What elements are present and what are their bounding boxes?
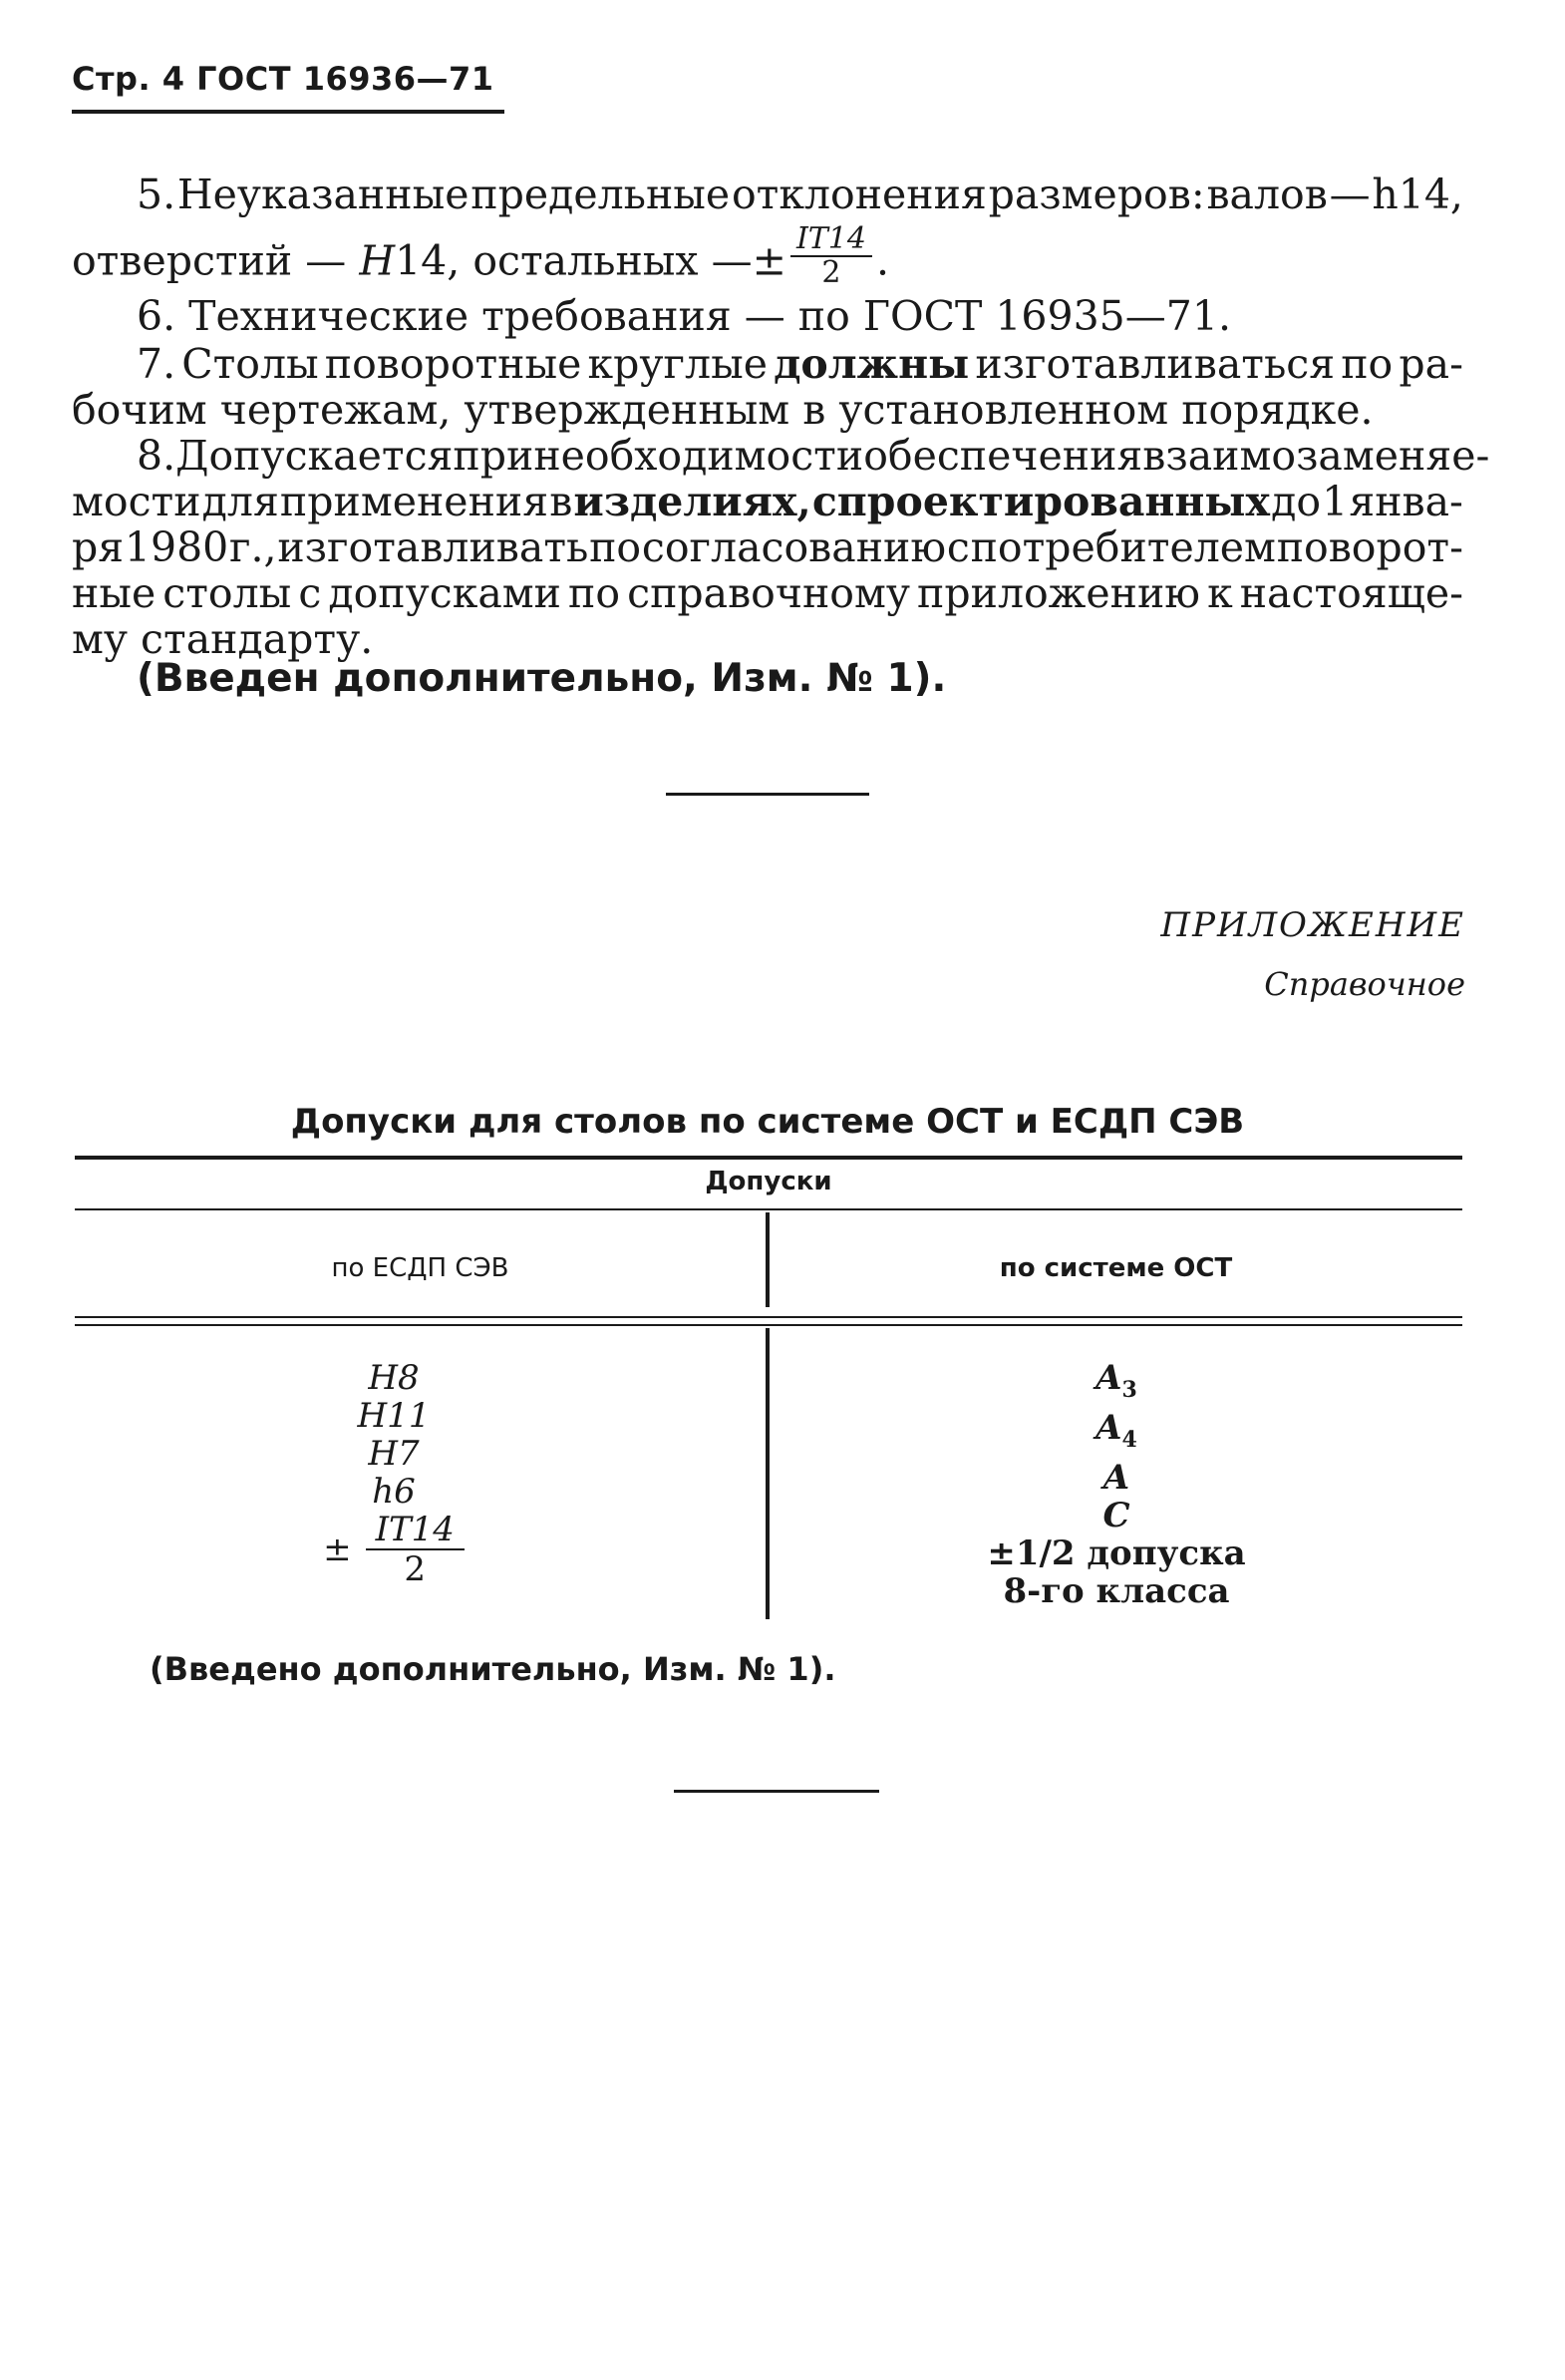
word: г., — [229, 523, 277, 571]
word: для — [201, 478, 279, 525]
word: поворот- — [1276, 523, 1463, 571]
table-cell: ±1/2 допуска — [987, 1532, 1246, 1573]
word: h14, — [1372, 170, 1463, 218]
word: отклонения — [731, 170, 987, 218]
word: Неуказанные — [176, 170, 470, 218]
word: — — [1329, 170, 1371, 218]
header-rule — [72, 110, 504, 114]
table-cell: H7 — [368, 1434, 420, 1474]
word: по — [568, 569, 621, 617]
word: взаимозаменяе- — [1142, 432, 1490, 480]
word: Столы — [181, 340, 319, 388]
word: ря — [72, 523, 125, 571]
text: отверстий — — [72, 236, 360, 285]
table-col2-header: по системе ОСТ — [999, 1253, 1233, 1283]
table-column-divider-body — [766, 1328, 770, 1619]
word: при — [453, 432, 534, 480]
fraction-denominator: 2 — [821, 255, 841, 290]
word: с — [298, 569, 322, 617]
table-col2-values — [897, 1359, 1336, 1610]
table-col1-header: по ЕСДП СЭВ — [331, 1253, 509, 1283]
table-col1-values — [289, 1359, 498, 1588]
word: предельные — [470, 170, 731, 218]
paragraph-6-line-1: 6. Технические требования — по ГОСТ 16935—71. — [137, 292, 1231, 340]
table-cell: h6 — [372, 1472, 416, 1512]
table-cell: 8-го класса — [1003, 1570, 1230, 1611]
paragraph-8-line-4 — [72, 568, 1463, 618]
section-divider — [666, 793, 869, 796]
word: в — [549, 478, 573, 525]
fraction-denominator: 2 — [404, 1549, 427, 1589]
paragraph-5-line-1 — [72, 170, 1463, 219]
word: спроектированных — [811, 478, 1270, 525]
amendment-note-2: (Введено дополнительно, Изм. № 1). — [150, 1650, 836, 1688]
word: с — [946, 523, 970, 571]
table-group-rule — [75, 1208, 1462, 1210]
fraction-numerator: IT14 — [366, 1511, 465, 1550]
table-cell: C — [1102, 1495, 1130, 1535]
paragraph-7-line-1 — [72, 339, 1463, 389]
symbol: A — [1096, 1407, 1122, 1448]
plus-minus-sign: ± — [323, 1530, 352, 1569]
table-cell — [897, 1359, 1336, 1409]
word: до — [1271, 478, 1322, 525]
word: 1 — [1322, 478, 1349, 525]
word: согласованию — [641, 523, 947, 571]
word: изготавливать — [277, 523, 589, 571]
word: поворотные — [324, 340, 582, 388]
appendix-subtitle: Справочное — [1264, 965, 1465, 1003]
word: должны — [774, 340, 970, 388]
paragraph-8-line-2 — [72, 477, 1463, 526]
table-title: Допуски для столов по системе ОСТ и ЕСДП СЭВ — [290, 1102, 1245, 1142]
word: круглые — [587, 340, 768, 388]
word: по — [1341, 340, 1394, 388]
word: по — [589, 523, 642, 571]
paragraph-8-line-1 — [72, 431, 1490, 481]
fraction-numerator: IT14 — [790, 223, 872, 257]
paragraph-8-line-3 — [72, 522, 1463, 572]
word: 8. — [137, 432, 176, 480]
page-header: Стр. 4 ГОСТ 16936—71 — [72, 60, 494, 98]
word: к — [1207, 569, 1233, 617]
word: настояще- — [1239, 569, 1463, 617]
word: 7. — [137, 340, 176, 388]
paragraph-7-line-2: бочим чертежам, утвержденным в установленном порядке. — [72, 386, 1374, 434]
text: . — [875, 236, 890, 285]
word: применения — [279, 478, 549, 525]
text: 14, остальных —± — [395, 236, 786, 285]
symbol: A — [1096, 1358, 1122, 1398]
table-top-rule — [75, 1156, 1462, 1160]
table-group-header: Допуски — [705, 1167, 832, 1196]
fraction — [790, 223, 872, 289]
paragraph-8-line-5: му стандарту. — [72, 615, 374, 663]
word: ра- — [1399, 340, 1463, 388]
table-header-rule-1 — [75, 1316, 1462, 1318]
word: справочному — [627, 569, 910, 617]
word: 1980 — [124, 523, 229, 571]
word: допусками — [328, 569, 561, 617]
subscript: 4 — [1121, 1426, 1137, 1453]
word: изготавливаться — [975, 340, 1336, 388]
word: потребителем — [970, 523, 1276, 571]
word: мости — [72, 478, 201, 525]
table-cell: H8 — [368, 1358, 420, 1398]
word: столы — [162, 569, 292, 617]
amendment-note-1-text: (Введен дополнительно, Изм. № 1). — [137, 656, 947, 701]
word: необходимости — [533, 432, 864, 480]
table-cell: H11 — [357, 1396, 431, 1436]
word: ные — [72, 569, 156, 617]
table-header-rule-2 — [75, 1324, 1462, 1326]
fraction — [366, 1511, 465, 1588]
section-divider — [674, 1790, 879, 1793]
word: валов — [1206, 170, 1328, 218]
paragraph-5-line-2 — [72, 221, 1463, 290]
table-cell: A — [1102, 1457, 1130, 1498]
word: обеспечения — [863, 432, 1143, 480]
subscript: 3 — [1121, 1376, 1137, 1403]
word: Допускается — [175, 432, 454, 480]
word: янва- — [1349, 478, 1463, 525]
word: 5. — [137, 170, 176, 218]
table-cell — [897, 1409, 1336, 1459]
word: изделиях, — [573, 478, 811, 525]
word: приложению — [917, 569, 1201, 617]
appendix-title: ПРИЛОЖЕНИЕ — [1160, 905, 1465, 945]
table-cell-fraction — [323, 1511, 465, 1588]
word: размеров: — [988, 170, 1205, 218]
text: H — [359, 236, 396, 285]
